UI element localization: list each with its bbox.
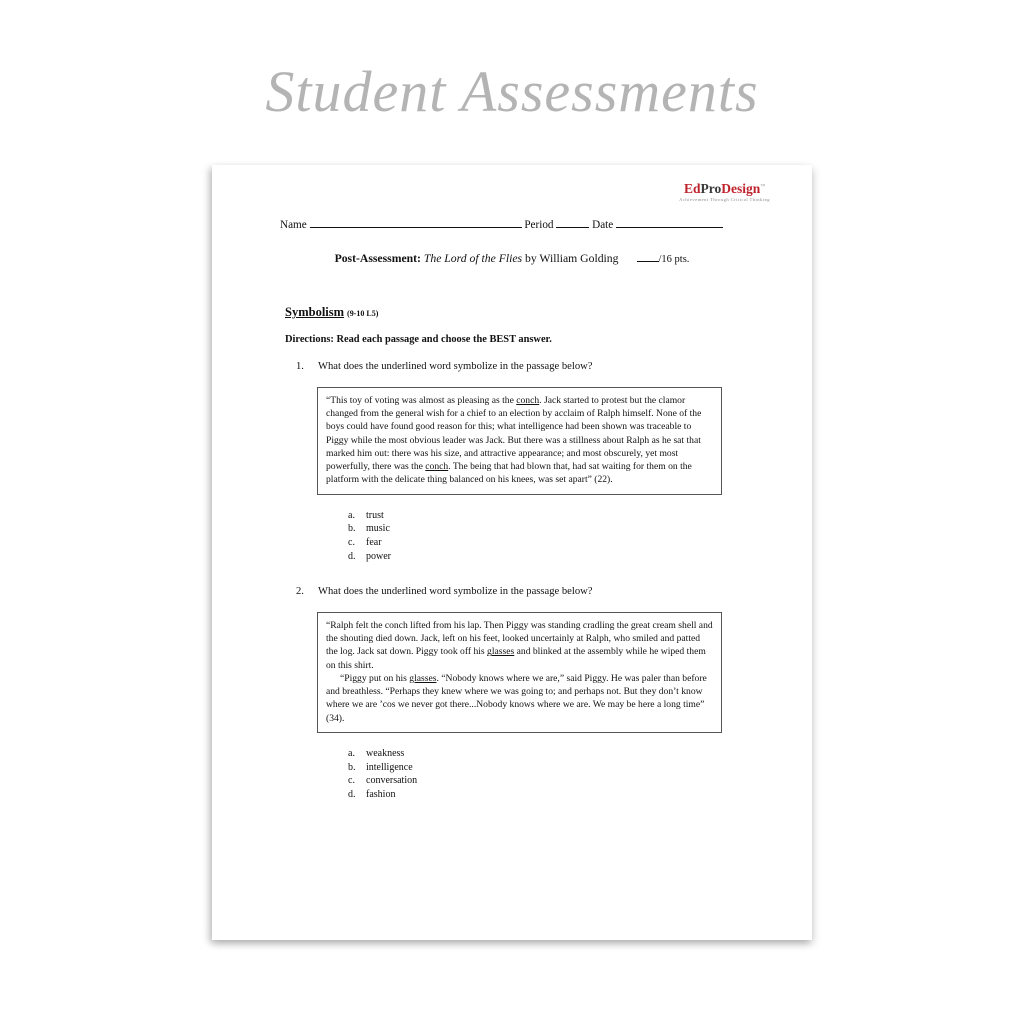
skill-heading bbox=[285, 305, 378, 320]
choice-letter: c. bbox=[348, 775, 355, 787]
assessment-book-title: The Lord of the Flies bbox=[423, 252, 523, 265]
question-1-stem-row bbox=[296, 361, 746, 372]
choice-text: weakness bbox=[366, 747, 405, 759]
underlined-vocabulary-word: conch bbox=[425, 461, 449, 473]
question-2-choices bbox=[348, 747, 746, 802]
choice-text: trust bbox=[366, 509, 384, 521]
logo-part-ed: Ed bbox=[683, 181, 701, 196]
assessment-title-line bbox=[212, 251, 812, 265]
points-total-label: /16 pts. bbox=[658, 254, 690, 265]
question-1-choice-d[interactable] bbox=[348, 550, 746, 564]
student-id-line bbox=[280, 216, 740, 231]
question-2-number: 2. bbox=[296, 586, 304, 597]
document-page-content bbox=[212, 165, 812, 940]
choice-text: fear bbox=[366, 537, 382, 549]
skill-name-label: Symbolism bbox=[285, 305, 345, 319]
date-input-blank[interactable] bbox=[616, 216, 723, 228]
question-1 bbox=[296, 361, 746, 574]
assessment-author: by William Golding bbox=[522, 252, 619, 265]
question-2-choice-a[interactable] bbox=[348, 747, 746, 761]
period-label: Period bbox=[524, 219, 554, 231]
date-label: Date bbox=[592, 219, 614, 231]
logo-tagline: Achievement Through Critical Thinking bbox=[679, 196, 770, 202]
choice-text: conversation bbox=[366, 775, 418, 787]
logo-part-design: Design bbox=[721, 181, 761, 196]
points-earned-blank[interactable] bbox=[637, 251, 659, 262]
logo-part-pro: Pro bbox=[700, 181, 722, 196]
choice-letter: b. bbox=[348, 523, 356, 535]
question-1-stem: What does the underlined word symbolize in the passage below? bbox=[318, 361, 593, 372]
question-2-choice-d[interactable] bbox=[348, 788, 746, 802]
question-2-passage-paragraph-1: “Ralph felt the conch lifted from his lap. Then Piggy was standing cradling the great cream shell and the shouting died down. Jack, left on his feet, looked uncertainly at Ralph, who smiled and patted the log. Jack sat down. Piggy took off his glasses and blinked at the assembly while he wiped them on this shirt. bbox=[326, 620, 713, 671]
question-1-passage-paragraph: “This toy of voting was almost as pleasing as the conch. Jack started to protest but the clamor changed from the general wish for a chief to an election by acclaim of Ralph himself. None of the boys could have found good reason for this; what intelligence had been shown was traceable to Piggy while the most obvious leader was Jack. But there was a stillness about Ralph as he sat that marked him out: there was his size, and attractive appearance; and most obscurely, yet most powerfully, there was the conch. The being that had blown that, had sat waiting for them on the platform with the delicate thing balanced on his knees, was set apart” (22). bbox=[326, 395, 702, 486]
choice-text: fashion bbox=[366, 789, 396, 801]
question-1-passage-box bbox=[317, 387, 722, 495]
name-input-blank[interactable] bbox=[310, 216, 522, 228]
question-1-choice-c[interactable] bbox=[348, 536, 746, 550]
underlined-vocabulary-word: glasses bbox=[487, 646, 515, 658]
name-label: Name bbox=[280, 219, 307, 231]
question-2-choice-b[interactable] bbox=[348, 761, 746, 775]
question-1-choice-a[interactable] bbox=[348, 509, 746, 523]
choice-letter: d. bbox=[348, 551, 356, 563]
choice-letter: c. bbox=[348, 537, 355, 549]
question-2-stem-row bbox=[296, 586, 746, 597]
question-1-number: 1. bbox=[296, 361, 304, 372]
skill-standard-code: (9-10 L5) bbox=[347, 309, 379, 318]
page-banner-title: Student Assessments bbox=[265, 59, 759, 124]
directions-text: Directions: Read each passage and choose the BEST answer. bbox=[285, 334, 552, 345]
question-2 bbox=[296, 586, 746, 812]
question-2-passage-box bbox=[317, 612, 722, 733]
choice-text: intelligence bbox=[366, 761, 413, 773]
underlined-vocabulary-word: glasses bbox=[409, 672, 437, 684]
question-2-stem: What does the underlined word symbolize in the passage below? bbox=[318, 586, 593, 597]
question-2-choice-c[interactable] bbox=[348, 774, 746, 788]
question-1-choices bbox=[348, 509, 746, 564]
period-input-blank[interactable] bbox=[556, 216, 589, 228]
logo-wordmark bbox=[679, 182, 770, 196]
edprodesign-logo bbox=[679, 182, 770, 202]
choice-letter: d. bbox=[348, 789, 356, 801]
assessment-type-label: Post-Assessment: bbox=[334, 252, 421, 265]
choice-text: power bbox=[366, 551, 391, 563]
choice-letter: a. bbox=[348, 509, 355, 521]
logo-trademark-icon: ™ bbox=[760, 184, 766, 190]
choice-text: music bbox=[366, 523, 390, 535]
choice-letter: a. bbox=[348, 747, 355, 759]
question-1-choice-b[interactable] bbox=[348, 522, 746, 536]
document-page bbox=[212, 165, 812, 940]
choice-letter: b. bbox=[348, 761, 356, 773]
underlined-vocabulary-word: conch bbox=[516, 395, 540, 406]
question-2-passage-paragraph-2: “Piggy put on his glasses. “Nobody knows where we are,” said Piggy. He was paler than before and breathless. “Perhaps they knew where we was going to; and perhaps not. But they don’t know where we are ʼcos we never got there...Nobody knows where we are. We may be here a long time” (34). bbox=[326, 672, 707, 724]
